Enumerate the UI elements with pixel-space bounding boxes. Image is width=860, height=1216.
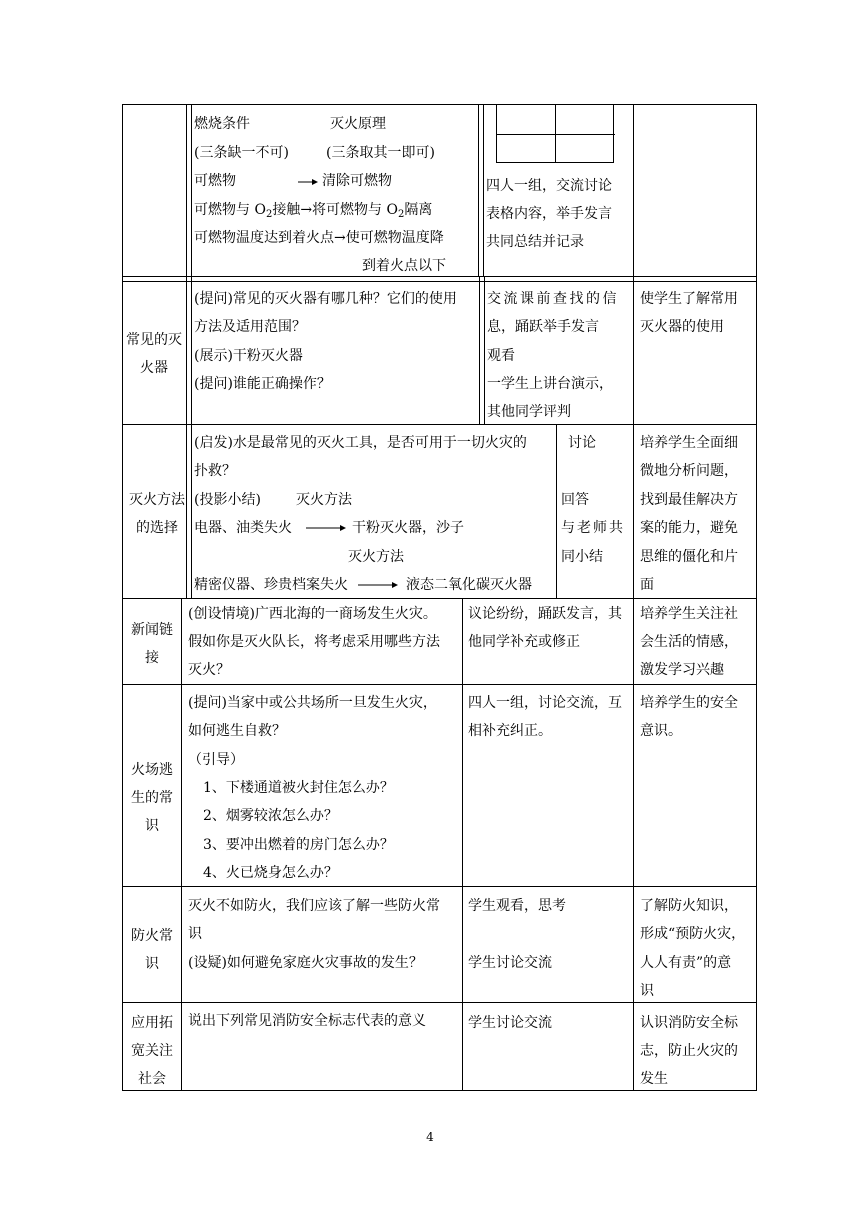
table-border-top bbox=[122, 104, 757, 105]
text-student-activity: 回答 bbox=[561, 492, 589, 508]
column-divider bbox=[484, 276, 485, 424]
row-label: 接 bbox=[145, 650, 159, 666]
text-teacher-activity: (提问)当家中或公共场所一旦发生火灾， bbox=[188, 695, 437, 711]
column-divider bbox=[462, 598, 463, 1091]
column-divider bbox=[556, 424, 557, 598]
text-extinguish-principle: 灭火原理 bbox=[330, 116, 386, 132]
text-purpose: 微地分析问题， bbox=[640, 463, 738, 479]
text-student-activity: 学生讨论交流 bbox=[468, 1015, 552, 1031]
text-teacher-activity: 2、烟雾较浓怎么办？ bbox=[203, 808, 338, 824]
row-divider bbox=[122, 276, 757, 277]
text-teacher-activity: (展示)干粉灭火器 bbox=[194, 348, 303, 364]
text-purpose: 灭火器的使用 bbox=[640, 319, 724, 335]
row-divider bbox=[122, 281, 757, 282]
text-teacher-activity: 干粉灭火器，沙子 bbox=[352, 520, 464, 536]
text-purpose: 激发学习兴趣 bbox=[640, 662, 724, 678]
arrow-icon bbox=[358, 581, 398, 589]
text-student-activity: 议论纷纷，踊跃发言，其 bbox=[468, 606, 622, 622]
column-divider bbox=[483, 104, 484, 276]
column-divider bbox=[478, 104, 479, 276]
text-teacher-activity: 3、要冲出燃着的房门怎么办？ bbox=[203, 837, 394, 853]
row-divider bbox=[122, 886, 757, 887]
text-below-ignition: 到着火点以下 bbox=[362, 258, 446, 274]
text-teacher-activity: 精密仪器、珍贵档案失火 bbox=[194, 577, 348, 593]
text-student-activity: 与老师共 bbox=[561, 520, 625, 536]
text-teacher-activity: 4、火已烧身怎么办？ bbox=[203, 865, 338, 881]
text-teacher-activity: (创设情境)广西北海的一商场发生火灾。 bbox=[188, 606, 437, 622]
text-teacher-activity: (投影小结) bbox=[194, 492, 261, 508]
arrow-icon bbox=[306, 524, 346, 532]
text-teacher-activity: 1、下楼通道被火封住怎么办？ bbox=[203, 780, 394, 796]
row-label: 的选择 bbox=[136, 520, 178, 536]
text-teacher-activity: 灭火方法 bbox=[296, 492, 352, 508]
text-student-activity: 息，踊跃举手发言 bbox=[487, 319, 599, 335]
grid-line bbox=[497, 134, 615, 135]
text-purpose: 形成“预防火灾， bbox=[640, 926, 746, 942]
text-student-activity: 交流课前查找的信 bbox=[487, 291, 619, 307]
text-combustible: 可燃物 bbox=[194, 173, 236, 189]
embedded-grid bbox=[496, 104, 614, 163]
text-teacher-activity: 识 bbox=[188, 926, 202, 942]
row-label: 识 bbox=[145, 818, 159, 834]
text-combustion-conditions: 燃烧条件 bbox=[194, 116, 250, 132]
text-teacher-activity: 如何逃生自救？ bbox=[188, 723, 286, 739]
row-divider bbox=[122, 1002, 757, 1003]
text-student-activity: 四人一组，交流讨论 bbox=[486, 178, 612, 194]
text-oxygen-contact-line: 可燃物与 $O_2$接触→将可燃物与 $O_2$隔离 bbox=[194, 202, 433, 220]
text-purpose: 使学生了解常用 bbox=[640, 291, 738, 307]
text-purpose: 发生 bbox=[640, 1071, 668, 1087]
row-divider bbox=[122, 424, 757, 425]
row-label: 社会 bbox=[138, 1071, 166, 1087]
text-remove-combustible: 清除可燃物 bbox=[322, 173, 392, 189]
text-purpose: 面 bbox=[640, 577, 654, 593]
text-teacher-activity: (提问)常见的灭火器有哪几种？它们的使用 bbox=[194, 291, 457, 307]
text-teacher-activity: 说出下列常见消防安全标志代表的意义 bbox=[188, 1013, 426, 1029]
text-conditions-note: (三条缺一不可) bbox=[194, 145, 289, 161]
text-teacher-activity: 灭火？ bbox=[188, 662, 230, 678]
text-student-activity: 同小结 bbox=[561, 549, 603, 565]
column-divider bbox=[479, 276, 480, 424]
row-label: 火场逃 bbox=[131, 762, 173, 778]
text-student-activity: 相补充纠正。 bbox=[468, 723, 552, 739]
text-teacher-activity: 电器、油类失火 bbox=[194, 520, 292, 536]
row-label: 常见的灭 bbox=[126, 332, 182, 348]
row-label: 灭火方法 bbox=[129, 492, 185, 508]
text-purpose: 识 bbox=[640, 983, 654, 999]
text-student-activity: 四人一组，讨论交流，互 bbox=[468, 695, 622, 711]
row-label: 应用拓 bbox=[131, 1015, 173, 1031]
text-teacher-activity: 液态二氧化碳灭火器 bbox=[406, 577, 532, 593]
text-student-activity: 讨论 bbox=[568, 435, 596, 451]
text-purpose: 认识消防安全标 bbox=[640, 1015, 738, 1031]
text-student-activity: 学生观看，思考 bbox=[468, 898, 566, 914]
column-divider bbox=[191, 104, 192, 598]
row-label: 识 bbox=[145, 956, 159, 972]
row-label: 防火常 bbox=[131, 928, 173, 944]
arrow-icon: → bbox=[300, 202, 313, 218]
text-teacher-activity: 假如你是灭火队长，将考虑采用哪些方法 bbox=[188, 634, 440, 650]
text-student-activity: 表格内容，举手发言 bbox=[486, 206, 612, 222]
text-purpose: 志，防止火灾的 bbox=[640, 1043, 738, 1059]
text-student-activity: 一学生上讲台演示， bbox=[487, 376, 613, 392]
text-student-activity: 其他同学评判 bbox=[487, 404, 571, 420]
text-principle-note: (三条取其一即可) bbox=[326, 145, 435, 161]
text-student-activity: 共同总结并记录 bbox=[486, 234, 584, 250]
text-purpose: 了解防火知识， bbox=[640, 898, 738, 914]
text-purpose: 案的能力，避免 bbox=[640, 520, 738, 536]
text-teacher-activity: 方法及适用范围？ bbox=[194, 319, 306, 335]
text-purpose: 找到最佳解决方 bbox=[640, 492, 738, 508]
text-purpose: 思维的僵化和片 bbox=[640, 549, 738, 565]
text-student-activity: 学生讨论交流 bbox=[468, 955, 552, 971]
text-teacher-activity: (提问)谁能正确操作？ bbox=[194, 376, 331, 392]
arrow-icon: → bbox=[334, 230, 346, 246]
text-purpose: 培养学生全面细 bbox=[640, 435, 738, 451]
row-divider bbox=[122, 598, 757, 599]
table-border-bottom bbox=[122, 1090, 757, 1091]
text-teacher-activity: （引导） bbox=[188, 752, 244, 768]
row-label: 新闻链 bbox=[131, 622, 173, 638]
row-divider bbox=[122, 684, 757, 685]
row-label: 生的常 bbox=[131, 790, 173, 806]
text-purpose: 人人有责”的意 bbox=[640, 955, 732, 971]
text-purpose: 培养学生关注社 bbox=[640, 606, 738, 622]
text-teacher-activity: (启发)水是最常见的灭火工具，是否可用于一切火灾的 bbox=[194, 435, 527, 451]
page-number: 4 bbox=[426, 1130, 434, 1144]
row-label: 宽关注 bbox=[131, 1043, 173, 1059]
text-purpose: 会生活的情感， bbox=[640, 634, 738, 650]
column-divider bbox=[181, 598, 182, 1091]
row-label: 火器 bbox=[140, 360, 168, 376]
text-teacher-activity: 扑救？ bbox=[194, 463, 236, 479]
text-student-activity: 观看 bbox=[487, 348, 515, 364]
arrow-icon bbox=[298, 178, 318, 186]
text-teacher-activity: 灭火不如防火，我们应该了解一些防火常 bbox=[188, 898, 440, 914]
text-ignition-temperature-line: 可燃物温度达到着火点→使可燃物温度降 bbox=[194, 230, 444, 246]
text-teacher-activity: (设疑)如何避免家庭火灾事故的发生？ bbox=[188, 955, 423, 971]
text-teacher-activity: 灭火方法 bbox=[348, 549, 404, 565]
text-purpose: 意识。 bbox=[640, 723, 682, 739]
text-student-activity: 他同学补充或修正 bbox=[468, 634, 580, 650]
text-purpose: 培养学生的安全 bbox=[640, 695, 738, 711]
